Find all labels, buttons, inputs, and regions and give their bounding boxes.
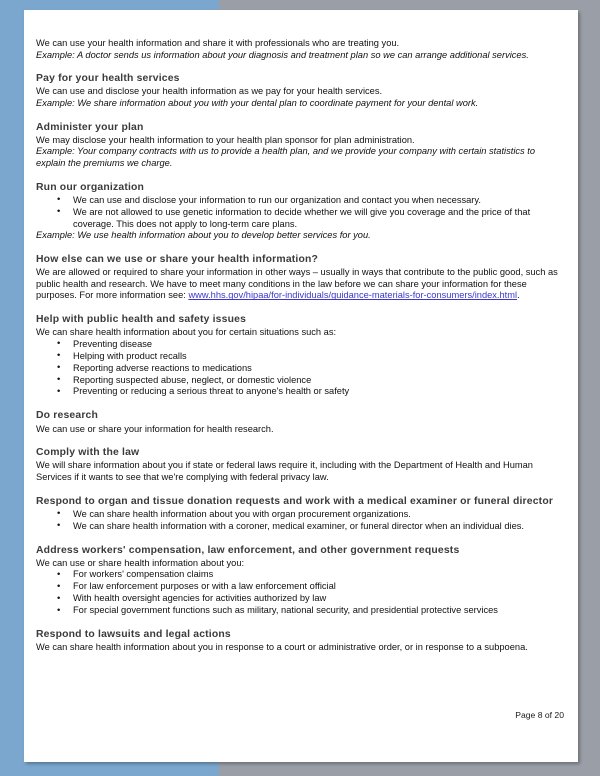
list-item: • We can use and disclose your information to run our organization and contact you when necessary.: [36, 195, 566, 207]
document-section-respond-to-organ-and-tissue-donation-requests: [36, 495, 566, 533]
document-section-comply-with-the-law: [36, 446, 566, 483]
document-section-help-with-public-health-and-safety-issues: [36, 313, 566, 398]
document-section-run-our-organization: [36, 181, 566, 243]
section-body-after-link: .: [517, 290, 520, 301]
document-section-how-else-can-we-use-or-share: [36, 253, 566, 302]
document-page-sheet: [24, 10, 578, 762]
hhs-guidance-materials-link[interactable]: www.hhs.gov/hipaa/for-individuals/guidance-materials-for-consumers/index.html: [188, 290, 518, 301]
document-section-pay-for-your-health-services: [36, 72, 566, 109]
document-section-treatment-intro: [36, 38, 566, 61]
list-item: • We can share health information with a coroner, medical examiner, or funeral director when an individual dies.: [36, 521, 566, 533]
section-bullet-list: [36, 509, 566, 533]
section-bullet-list: [36, 339, 566, 399]
section-body-text: We can share health information about you for certain situations such as:: [36, 327, 337, 338]
document-page-content: [36, 38, 566, 654]
list-item: • For special government functions such as military, national security, and presidential protective services: [36, 605, 566, 617]
section-heading: Do research: [36, 410, 99, 422]
list-item: • Reporting adverse reactions to medications: [36, 363, 566, 375]
section-body-text: We can use and disclose your health information as we pay for your health services.: [36, 86, 383, 97]
list-item: • We can share health information about you with organ procurement organizations.: [36, 509, 566, 521]
section-heading: How else can we use or share your health information?: [36, 254, 319, 266]
section-example-text: Example: We use health information about you to develop better services for you.: [36, 230, 371, 241]
list-item: • We are not allowed to use genetic information to decide whether we will give you coverage and the price of that coverage. This does not apply to long-term care plans.: [36, 207, 566, 231]
section-body-text: We can share health information about you in response to a court or administrative order, or in response to a subpoena.: [36, 642, 528, 653]
document-section-address-workers-compensation: [36, 544, 566, 617]
section-body-text: [36, 267, 566, 302]
section-body-text: We will share information about you if state or federal laws require it, including with the Department of Health and Human Services if it wants to see that we're complying with federal privacy law.: [36, 460, 533, 482]
list-item: • Reporting suspected abuse, neglect, or domestic violence: [36, 375, 566, 387]
section-heading: Respond to organ and tissue donation requests and work with a medical examiner or funeral director: [36, 495, 554, 507]
list-item: • For workers' compensation claims: [36, 569, 566, 581]
list-item: • For law enforcement purposes or with a law enforcement official: [36, 581, 566, 593]
document-section-respond-to-lawsuits-and-legal-actions: [36, 628, 566, 654]
section-heading: Pay for your health services: [36, 73, 180, 85]
section-example-text: Example: Your company contracts with us to provide a health plan, and we provide your company with certain statistics to explain the premiums we charge.: [36, 146, 536, 168]
list-item: • Preventing or reducing a serious threat to anyone's health or safety: [36, 386, 566, 398]
section-heading: Respond to lawsuits and legal actions: [36, 629, 231, 641]
page-number-footer: Page 8 of 20: [515, 710, 564, 720]
section-body-text: We can use or share your information for health research.: [36, 423, 274, 434]
section-body-text: We can use or share health information about you:: [36, 557, 245, 568]
document-section-administer-your-plan: [36, 121, 566, 170]
section-body-text: We may disclose your health information to your health plan sponsor for plan administration.: [36, 134, 415, 145]
list-item: • Helping with product recalls: [36, 351, 566, 363]
section-body-before-link: We are allowed or required to share your information in other ways – usually in ways that contribute to the public good, such as public health and research. We have to meet many conditions in the law before we can share your information for these purposes. For more information see:: [36, 267, 558, 301]
section-heading: Run our organization: [36, 181, 145, 193]
section-bullet-list: [36, 195, 566, 231]
section-heading: Comply with the law: [36, 447, 140, 459]
list-item: • With health oversight agencies for activities authorized by law: [36, 593, 566, 605]
list-item: • Preventing disease: [36, 339, 566, 351]
section-example-text: Example: A doctor sends us information about your diagnosis and treatment plan so we can arrange additional services.: [36, 49, 529, 60]
document-section-do-research: [36, 409, 566, 435]
section-heading: Address workers' compensation, law enforcement, and other government requests: [36, 544, 460, 556]
section-example-text: Example: We share information about you with your dental plan to coordinate payment for your dental work.: [36, 97, 479, 108]
section-bullet-list: [36, 569, 566, 617]
section-body-text: We can use your health information and share it with professionals who are treating you.: [36, 38, 400, 48]
section-heading: Administer your plan: [36, 121, 144, 133]
section-heading: Help with public health and safety issues: [36, 314, 247, 326]
